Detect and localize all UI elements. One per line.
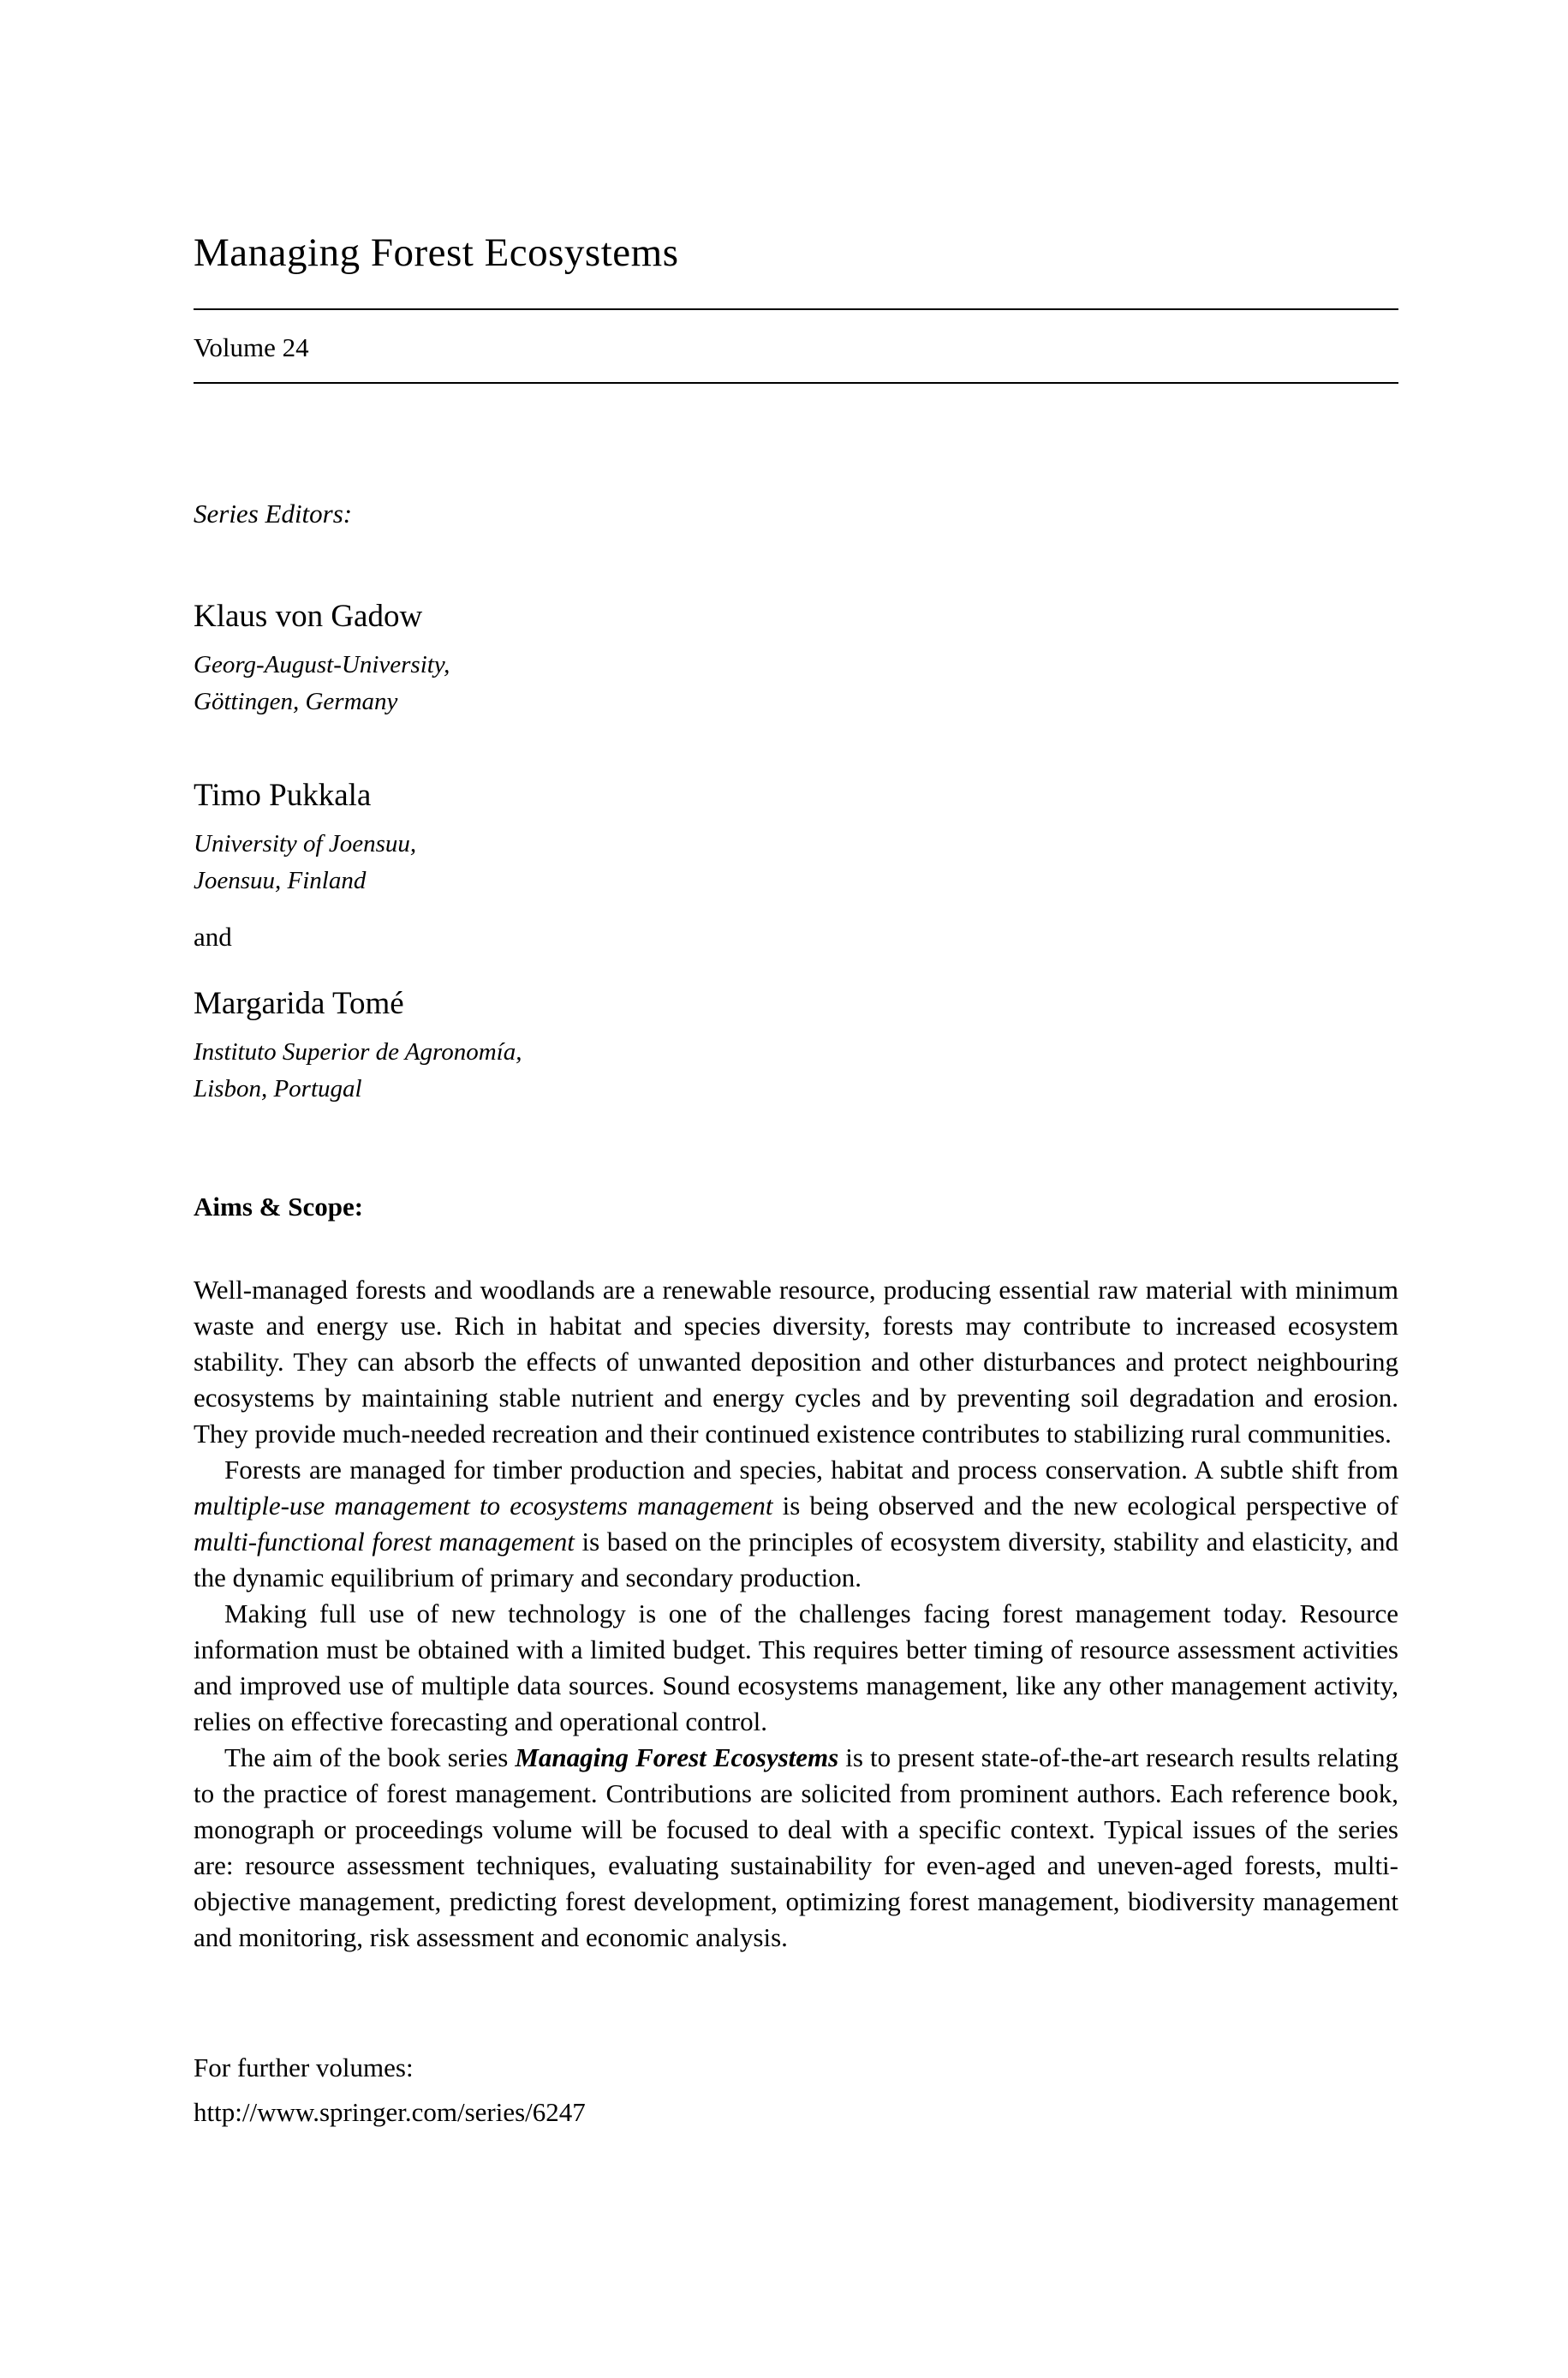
editor-affiliation bbox=[194, 1034, 1398, 1108]
editor-block bbox=[194, 777, 1398, 899]
editor-affiliation-line: Instituto Superior de Agronomía, bbox=[194, 1038, 522, 1066]
series-name-emphasis: Managing Forest Ecosystems bbox=[515, 1742, 839, 1772]
text-segment: is being observed and the new ecological perspective of bbox=[772, 1491, 1398, 1521]
editor-affiliation-line: Joensuu, Finland bbox=[194, 867, 367, 894]
italic-phrase: multiple-use management to ecosystems management bbox=[194, 1491, 773, 1521]
further-volumes-label: For further volumes: bbox=[194, 2052, 414, 2082]
conjunction-and: and bbox=[194, 922, 232, 952]
volume-label: Volume 24 bbox=[194, 332, 309, 362]
editor-block bbox=[194, 598, 1398, 720]
text-segment: is to present state-of-the-art research results relating to the practice of forest management. Contributions are solicited from prominent authors. Each reference book, monograph or proceedings volume will be focused to deal with a specific context. Typical issues of the series are: resource assessment techniques, evaluating sustainability for even-aged and uneven-aged forests, multi-objective management, predicting forest development, optimizing forest management, biodiversity management and monitoring, risk assessment and economic analysis. bbox=[194, 1742, 1398, 1952]
aims-paragraph-2 bbox=[194, 1452, 1398, 1596]
editor-name: Klaus von Gadow bbox=[194, 599, 423, 634]
aims-scope-heading: Aims & Scope: bbox=[194, 1192, 364, 1222]
aims-paragraph-3: Making full use of new technology is one of the challenges facing forest management today. Resource information must be obtained with a limited budget. This requires better timing of resource assessment activities and improved use of multiple data sources. Sound ecosystems management, like any other management activity, relies on effective forecasting and operational control. bbox=[194, 1598, 1398, 1736]
italic-phrase: multi-functional forest management bbox=[194, 1527, 575, 1556]
aims-paragraph-4 bbox=[194, 1740, 1398, 1956]
series-url: http://www.springer.com/series/6247 bbox=[194, 2097, 586, 2127]
text-segment: The aim of the book series bbox=[224, 1742, 516, 1772]
series-title: Managing Forest Ecosystems bbox=[194, 230, 679, 275]
volume-divider bbox=[194, 382, 1398, 384]
editor-affiliation bbox=[194, 647, 1398, 720]
editor-block bbox=[194, 985, 1398, 1108]
series-editors-label: Series Editors: bbox=[194, 499, 353, 529]
text-segment: Forests are managed for timber production and species, habitat and process conservation. A subtle shift from bbox=[224, 1455, 1398, 1485]
aims-scope-body bbox=[194, 1272, 1398, 1956]
editor-affiliation bbox=[194, 826, 1398, 899]
editor-affiliation-line: Georg-August-University, bbox=[194, 651, 450, 678]
title-divider bbox=[194, 308, 1398, 310]
editor-affiliation-line: Lisbon, Portugal bbox=[194, 1075, 362, 1102]
editor-affiliation-line: University of Joensuu, bbox=[194, 830, 417, 857]
editor-name: Timo Pukkala bbox=[194, 778, 372, 813]
editor-name: Margarida Tomé bbox=[194, 986, 404, 1021]
editor-affiliation-line: Göttingen, Germany bbox=[194, 688, 398, 715]
aims-paragraph-1: Well-managed forests and woodlands are a renewable resource, producing essential raw material with minimum waste and energy use. Rich in habitat and species diversity, forests may contribute to increased ecosystem stability. They can absorb the effects of unwanted deposition and other disturbances and protect neighbouring ecosystems by maintaining stable nutrient and energy cycles and by preventing soil degradation and erosion. They provide much-needed recreation and their continued existence contributes to stabilizing rural communities. bbox=[194, 1275, 1398, 1449]
further-volumes-note bbox=[194, 2046, 1398, 2135]
text-segment: is based on the principles of ecosystem diversity, stability and elasticity, and the dynamic equilibrium of primary and secondary production. bbox=[194, 1527, 1398, 1592]
